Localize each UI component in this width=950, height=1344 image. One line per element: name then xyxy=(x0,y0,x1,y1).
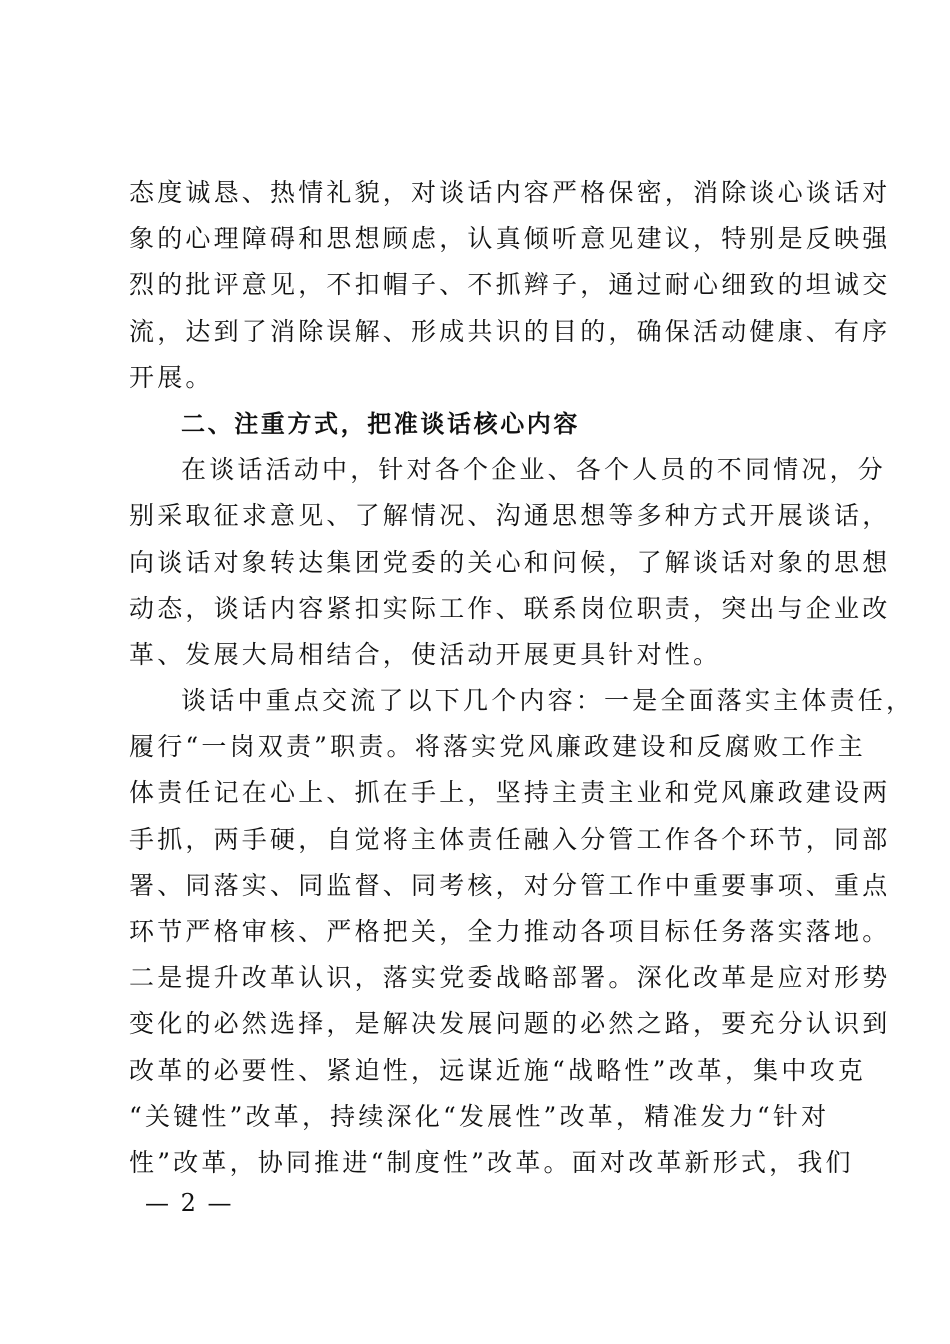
paragraph-line: 改革的必要性、紧迫性，远谋近施“战略性”改革，集中攻克 xyxy=(129,1055,866,1085)
paragraph-line: 手抓，两手硬，自觉将主体责任融入分管工作各个环节，同部 xyxy=(129,824,891,854)
section-heading: 二、注重方式，把准谈话核心内容 xyxy=(181,409,580,438)
page-number: — 2 — xyxy=(145,1189,234,1217)
body-line: 象的心理障碍和思想顾虑，认真倾听意见建议，特别是反映强 xyxy=(129,224,891,254)
body-line: 流，达到了消除误解、形成共识的目的，确保活动健康、有序 xyxy=(129,316,891,346)
paragraph-line: “关键性”改革，持续深化“发展性”改革，精准发力“针对 xyxy=(129,1101,830,1131)
paragraph-line: 谈话中重点交流了以下几个内容：一是全面落实主体责任， xyxy=(181,686,915,716)
paragraph-line: 环节严格审核、严格把关，全力推动各项目标任务落实落地。 xyxy=(129,917,891,946)
paragraph-line: 履行“一岗双责”职责。将落实党风廉政建设和反腐败工作主 xyxy=(129,732,866,762)
paragraph-line: 二是提升改革认识，落实党委战略部署。深化改革是应对形势 xyxy=(129,963,891,993)
paragraph-line: 别采取征求意见、了解情况、沟通思想等多种方式开展谈话， xyxy=(129,501,891,531)
body-line: 开展。 xyxy=(129,362,214,392)
paragraph-line: 性”改革，协同推进“制度性”改革。面对改革新形式，我们 xyxy=(129,1147,854,1177)
paragraph-line: 署、同落实、同监督、同考核，对分管工作中重要事项、重点 xyxy=(129,870,891,900)
body-line: 烈的批评意见，不扣帽子、不抓辫子，通过耐心细致的坦诚交 xyxy=(129,270,891,300)
paragraph-line: 革、发展大局相结合，使活动开展更具针对性。 xyxy=(129,639,722,669)
paragraph-line: 动态，谈话内容紧扣实际工作、联系岗位职责，突出与企业改 xyxy=(129,593,891,623)
paragraph-line: 在谈话活动中，针对各个企业、各个人员的不同情况，分 xyxy=(181,455,887,485)
paragraph-line: 向谈话对象转达集团党委的关心和问候，了解谈话对象的思想 xyxy=(129,547,891,577)
paragraph-line: 变化的必然选择，是解决发展问题的必然之路，要充分认识到 xyxy=(129,1009,891,1039)
paragraph-line: 体责任记在心上、抓在手上，坚持主责主业和党风廉政建设两 xyxy=(129,778,891,808)
document-body xyxy=(129,170,915,1186)
body-line: 态度诚恳、热情礼貌，对谈话内容严格保密，消除谈心谈话对 xyxy=(129,178,891,207)
